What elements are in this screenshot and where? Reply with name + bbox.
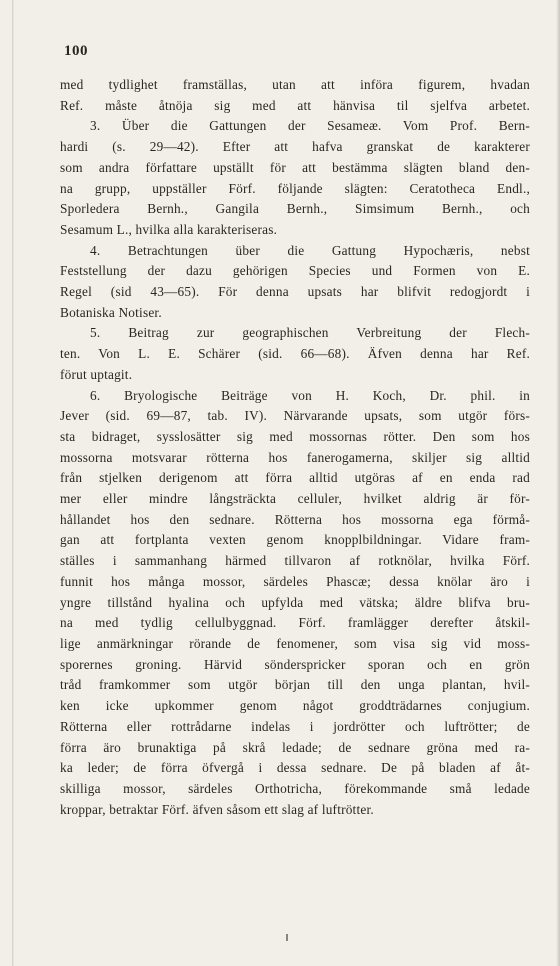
ink-speck xyxy=(286,934,288,941)
text-line: lige anmärkningar rörande de fenomener, som visa sig vid moss- xyxy=(60,635,530,651)
text-line: Jever (sid. 69—87, tab. IV). Närvarande upsats, som utgör förs- xyxy=(60,408,530,424)
text-line: ken icke upkommer genom något groddträdarnes conjugium. xyxy=(60,698,530,714)
text-line: Botaniska Notiser. xyxy=(60,304,162,320)
text-line: ka leder; de förra öfvergå i dessa sednare. De på bladen af åt- xyxy=(60,760,530,776)
text-line: 5. Beitrag zur geographischen Verbreitung der Flech- xyxy=(90,325,530,341)
binding-shadow xyxy=(12,0,14,966)
text-line: från stjelken derigenom att förra alltid utgöras af en enda rad xyxy=(60,470,530,486)
text-line: Ref. måste åtnöja sig med att hänvisa til sjelfva arbetet. xyxy=(60,97,530,113)
text-line: hållandet hos den sednare. Rötterna hos mossorna ega förmå- xyxy=(60,511,530,527)
body-text xyxy=(60,75,530,820)
text-line: 4. Betrachtungen über die Gattung Hypochæris, nebst xyxy=(90,242,530,258)
text-line: sporernes groning. Härvid sönderspricker sporan och en grön xyxy=(60,656,530,672)
text-line: skilliga mossor, särdeles Orthotricha, förekommande små ledade xyxy=(60,780,530,796)
text-line: hardi (s. 29—42). Efter att hafva granskat de karakterer xyxy=(60,139,530,155)
text-line: som andra författare upställt för att bestämma slägten bland den- xyxy=(60,159,530,175)
text-line: gan att fortplanta vexten genom knopplbildningar. Vidare fram- xyxy=(60,532,530,548)
text-line: Sesamum L., hvilka alla karakteriseras. xyxy=(60,221,278,237)
text-line: 6. Bryologische Beiträge von H. Koch, Dr. phil. in xyxy=(90,387,530,403)
text-line: Regel (sid 43—65). För denna upsats har blifvit redogjordt i xyxy=(60,284,530,300)
text-line: mossorna motsvarar rötterna hos fanerogamerna, skiljer sig alltid xyxy=(60,449,530,465)
text-line: förut uptagit. xyxy=(60,366,133,382)
text-line: ställes i sammanhang härmed tillvaron af rotknölar, hvilka Förf. xyxy=(60,553,530,569)
text-line: med tydlighet framställas, utan att införa figurem, hvadan xyxy=(60,77,530,92)
text-line: Rötterna eller rottrådarne indelas i jordrötter och luftrötter; de xyxy=(60,718,530,734)
text-line: na grupp, uppställer Förf. följande slägten: Ceratotheca Endl., xyxy=(60,180,530,196)
text-line: Feststellung der dazu gehörigen Species und Formen von E. xyxy=(60,263,530,279)
text-line: 3. Über die Gattungen der Sesameæ. Vom Prof. Bern- xyxy=(90,118,530,134)
text-line: tråd framkommer som utgör början till den unga plantan, hvil- xyxy=(60,677,530,693)
page-edge-shadow xyxy=(556,0,560,966)
text-line: ten. Von L. E. Schärer (sid. 66—68). Äfven denna har Ref. xyxy=(60,346,530,362)
text-line: Sporledera Bernh., Gangila Bernh., Simsimum Bernh., och xyxy=(60,201,530,217)
text-line: mer eller mindre långsträckta celluler, hvilket aldrig är för- xyxy=(60,491,530,507)
text-line: funnit hos många mossor, särdeles Phascæ; dessa knölar äro i xyxy=(60,573,530,589)
text-line: förra äro brunaktiga på skrå ledade; de sednare gröna med ra- xyxy=(60,739,530,755)
text-line: na med tydlig cellulbyggnad. Förf. framlägger derefter åtskil- xyxy=(60,615,530,631)
page-number: 100 xyxy=(64,43,88,59)
text-line: kroppar, betraktar Förf. äfven såsom ett slag af luftrötter. xyxy=(60,801,374,817)
text-line: sta bidraget, sysslosätter sig med mossornas rötter. Den som hos xyxy=(60,428,530,444)
text-line: yngre tillstånd hyalina och upfylda med vätska; äldre blifva bru- xyxy=(60,594,530,610)
